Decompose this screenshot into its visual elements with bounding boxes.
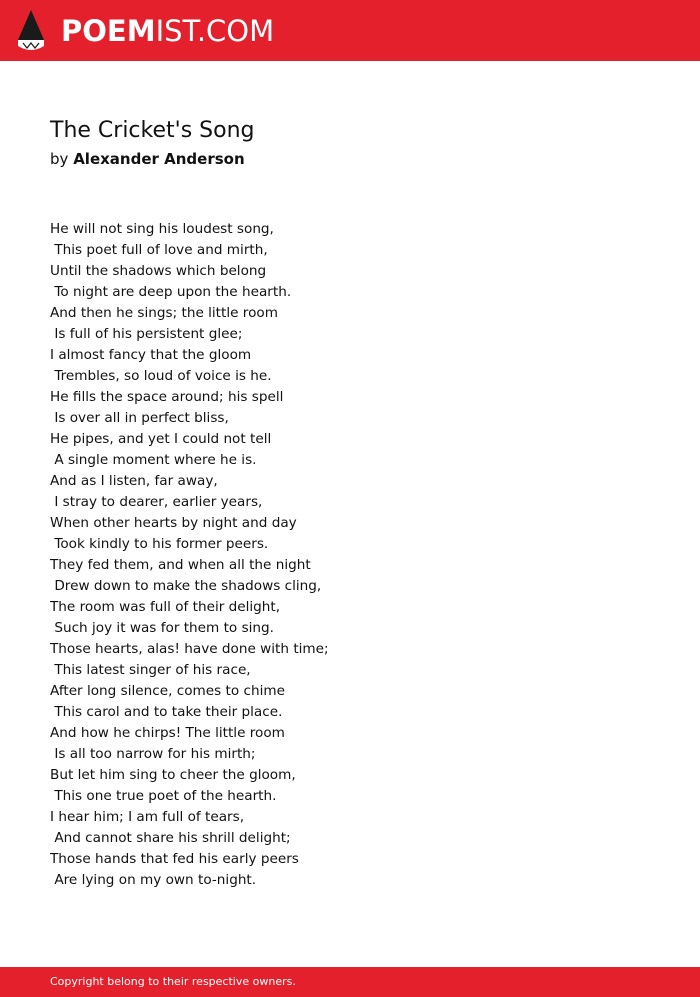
- site-footer: [0, 967, 700, 997]
- poem-line: And how he chirps! The little room: [50, 725, 285, 741]
- poem-line: He pipes, and yet I could not tell: [50, 431, 272, 447]
- poem-line: This one true poet of the hearth.: [50, 788, 277, 804]
- brand-light: IST.COM: [155, 14, 275, 48]
- poem-line: Trembles, so loud of voice is he.: [50, 368, 272, 384]
- poem-line: I almost fancy that the gloom: [50, 347, 252, 363]
- brand-bold: POEM: [61, 14, 156, 48]
- poem-line: Until the shadows which belong: [50, 263, 267, 279]
- poem-line: Are lying on my own to-night.: [50, 872, 257, 888]
- site-logo[interactable]: [61, 12, 274, 50]
- poem-line: This poet full of love and mirth,: [50, 242, 268, 258]
- poem-line: Such joy it was for them to sing.: [50, 620, 274, 636]
- poem-line: And as I listen, far away,: [50, 473, 218, 489]
- poem-line: Drew down to make the shadows cling,: [50, 578, 322, 594]
- poem-line: Is full of his persistent glee;: [50, 326, 243, 342]
- poem-line: Took kindly to his former peers.: [50, 536, 269, 552]
- poem-line: He fills the space around; his spell: [50, 389, 284, 405]
- poem-line: But let him sing to cheer the gloom,: [50, 767, 296, 783]
- poem-line: And then he sings; the little room: [50, 305, 278, 321]
- author-name: Alexander Anderson: [73, 150, 245, 168]
- pencil-icon[interactable]: [18, 10, 44, 51]
- poem-line: After long silence, comes to chime: [50, 683, 285, 699]
- poem-line: Those hands that fed his early peers: [50, 851, 299, 867]
- poem-line: I hear him; I am full of tears,: [50, 809, 245, 825]
- poem-line: He will not sing his loudest song,: [50, 221, 274, 237]
- poem-line: The room was full of their delight,: [50, 599, 281, 615]
- poem-line: A single moment where he is.: [50, 452, 257, 468]
- poem-line: This carol and to take their place.: [50, 704, 283, 720]
- poem-body: [50, 219, 670, 891]
- poem-line: When other hearts by night and day: [50, 515, 297, 531]
- by-label: by: [50, 150, 69, 168]
- poem-line: This latest singer of his race,: [50, 662, 251, 678]
- poem-line: And cannot share his shrill delight;: [50, 830, 291, 846]
- poem-line: To night are deep upon the hearth.: [50, 284, 292, 300]
- byline: [50, 149, 245, 169]
- poem-line: They fed them, and when all the night: [50, 557, 311, 573]
- poem-line: I stray to dearer, earlier years,: [50, 494, 263, 510]
- poem-line: Those hearts, alas! have done with time;: [50, 641, 329, 657]
- copyright-text: Copyright belong to their respective owners.: [50, 975, 296, 988]
- poem-title: The Cricket's Song: [50, 118, 255, 143]
- poem-line: Is over all in perfect bliss,: [50, 410, 229, 426]
- poem-line: Is all too narrow for his mirth;: [50, 746, 256, 762]
- site-header: [0, 0, 700, 61]
